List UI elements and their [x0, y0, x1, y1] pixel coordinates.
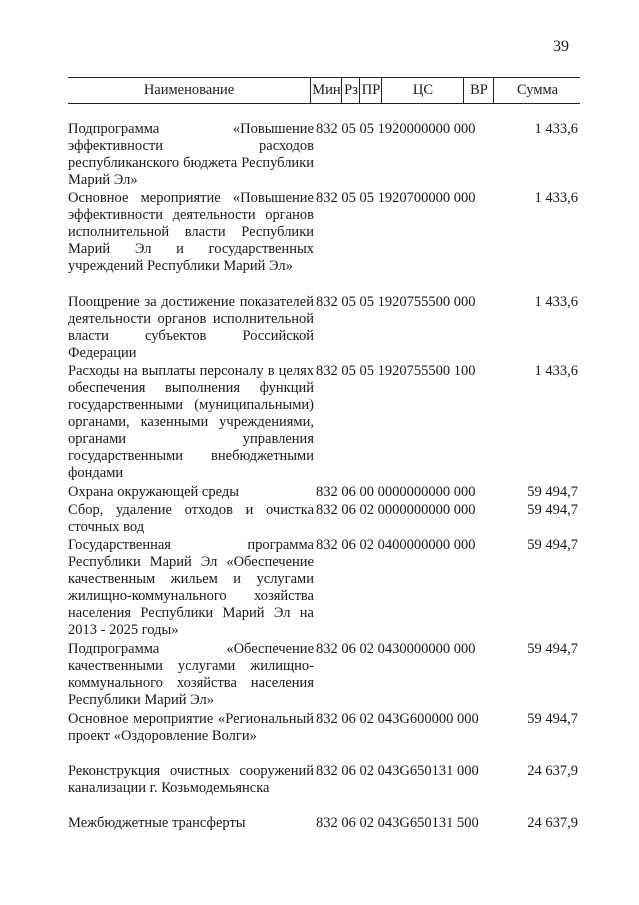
row-codes: 832 06 02 0430000000 000 [316, 641, 476, 657]
row-codes: 832 05 05 1920000000 000 [316, 121, 476, 137]
row-name: Поощрение за достижение показателей деятельности органов исполнительной власти субъектов Российской Федерации [68, 294, 314, 361]
row-sum: 1 433,6 [534, 121, 578, 137]
row-name: Сбор, удаление отходов и очистка сточных вод [68, 502, 314, 535]
row-name: Основное мероприятие «Повышение эффективности деятельности органов исполнительной власти Республики Марий Эл и государственных учреждений Республики Марий Эл» [68, 190, 314, 274]
row-codes: 832 06 00 0000000000 000 [316, 484, 476, 500]
row-name: Межбюджетные трансферты [68, 815, 246, 831]
header-min: Мин [310, 78, 342, 103]
row-sum: 1 433,6 [534, 190, 578, 206]
row-sum: 1 433,6 [534, 294, 578, 310]
row-codes: 832 06 02 043G650131 000 [316, 763, 479, 779]
row-name: Реконструкция очистных сооружений канализации г. Козьмодемьянска [68, 763, 314, 796]
row-codes: 832 06 02 0000000000 000 [316, 502, 476, 518]
row-codes: 832 06 02 0400000000 000 [316, 537, 476, 553]
row-sum: 1 433,6 [534, 363, 578, 379]
row-sum: 59 494,7 [527, 484, 578, 500]
row-name: Государственная программа Республики Марий Эл «Обеспечение качественным жильем и услугами жилищно-коммунального хозяйства населения Республики Марий Эл на 2013 - 2025 годы» [68, 537, 314, 638]
header-name: Наименование [143, 82, 235, 98]
row-sum: 24 637,9 [527, 763, 578, 779]
row-sum: 59 494,7 [527, 641, 578, 657]
row-sum: 59 494,7 [527, 537, 578, 553]
row-name: Расходы на выплаты персоналу в целях обеспечения выполнения функций государственными (муниципальными) органами, казенными учреждениями, органами управления государственными внебюджетными фондами [68, 363, 314, 481]
header-rz: Рз [341, 78, 360, 103]
header-cs: ЦС [381, 78, 464, 103]
row-codes: 832 06 02 043G650131 500 [316, 815, 479, 831]
row-name: Подпрограмма «Обеспечение качественными услугами жилищно-коммунального хозяйства населения Республики Марий Эл» [68, 641, 314, 708]
row-codes: 832 05 05 1920755500 100 [316, 363, 476, 379]
header-pr: ПР [359, 78, 382, 103]
page-number: 39 [553, 38, 569, 55]
row-name: Основное мероприятие «Региональный проект «Оздоровление Волги» [68, 711, 314, 744]
row-sum: 59 494,7 [527, 502, 578, 518]
row-name: Подпрограмма «Повышение эффективности расходов республиканского бюджета Республики Марий Эл» [68, 121, 314, 188]
row-name: Охрана окружающей среды [68, 484, 239, 500]
row-sum: 59 494,7 [527, 711, 578, 727]
row-codes: 832 05 05 1920700000 000 [316, 190, 476, 206]
row-sum: 24 637,9 [527, 815, 578, 831]
header-vr: ВР [463, 78, 494, 103]
row-codes: 832 05 05 1920755500 000 [316, 294, 476, 310]
row-codes: 832 06 02 043G600000 000 [316, 711, 479, 727]
header-sum: Сумма [493, 78, 581, 103]
